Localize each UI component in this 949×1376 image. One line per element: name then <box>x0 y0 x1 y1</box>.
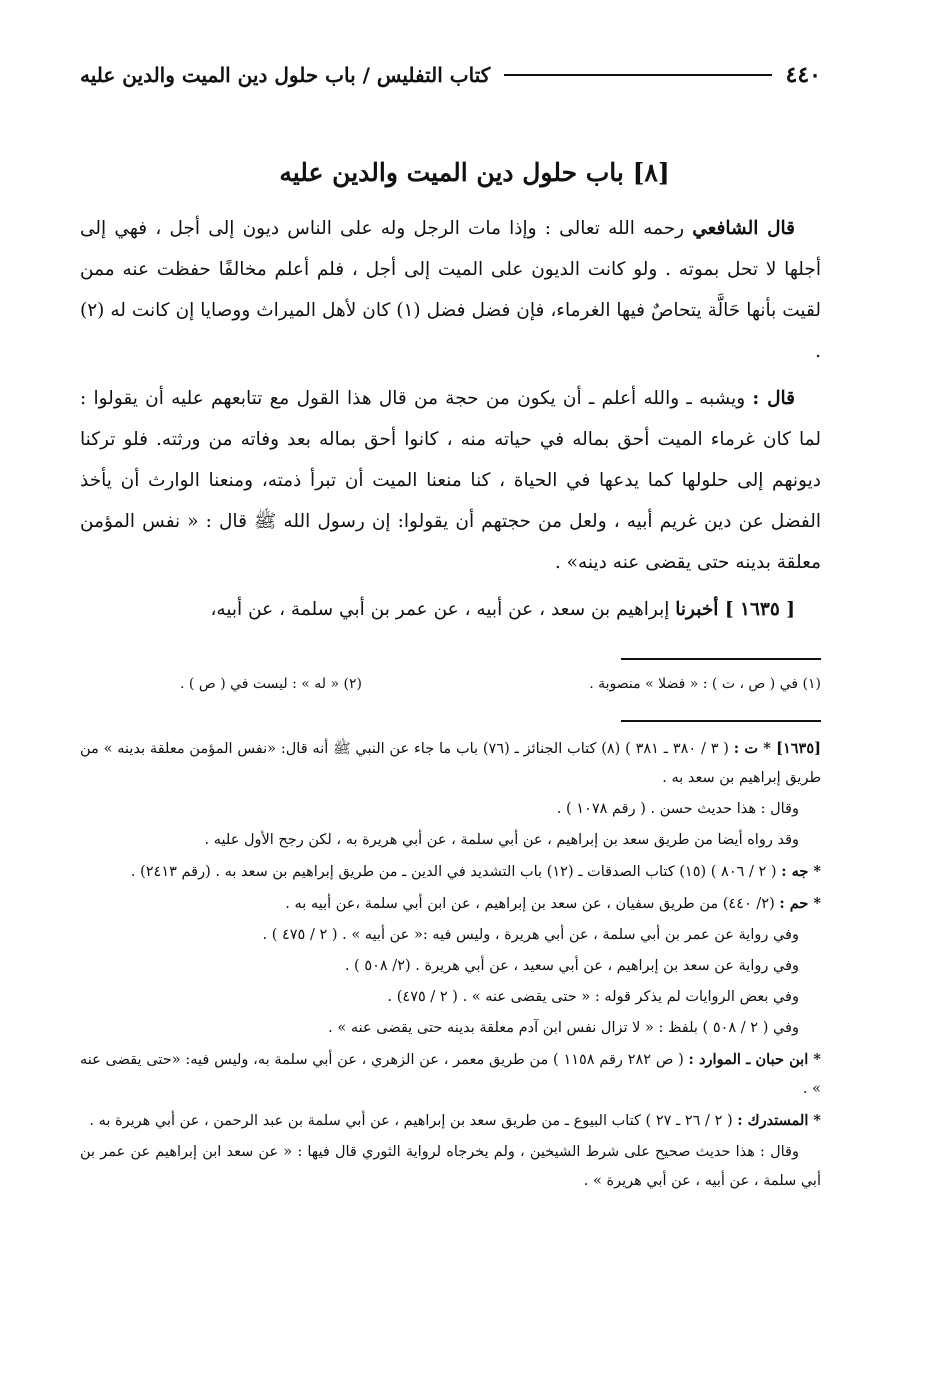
commentary-entry <box>80 889 821 919</box>
page-number: ٤٤٠ <box>785 62 821 88</box>
commentary-entry <box>80 734 821 793</box>
commentary-text: وفي ( ٢ / ٥٠٨ ) بلفظ : « لا تزال نفس ابن آدم معلقة بدينه حتى يقضى عنه » . <box>328 1020 799 1036</box>
footnote-2: (٢) « له » : ليست في ( ص ) . <box>180 676 362 692</box>
commentary-rule <box>621 720 821 722</box>
source-label: * المستدرك : <box>737 1112 821 1129</box>
commentary-entry <box>80 1045 821 1104</box>
source-label: * ابن حبان ـ الموارد : <box>688 1051 822 1068</box>
paragraph-lead: [ ١٦٣٥ ] أخبرنا <box>675 599 795 620</box>
commentary-entry <box>80 1014 821 1043</box>
commentary-text: ( ٢ / ٨٠٦ ) (١٥) كتاب الصدقات ـ (١٢) باب التشديد في الدين ـ من طريق إبراهيم بن سعد به . (رقم ٢٤١٣) . <box>130 864 782 880</box>
commentary-text: وقد رواه أيضا من طريق سعد بن إبراهيم ، عن أبي سلمة ، عن أبي هريرة به ، لكن رجح الأول عليه . <box>204 832 799 848</box>
commentary-entry <box>80 1106 821 1136</box>
source-label: * جه : <box>781 863 821 880</box>
commentary-entry <box>80 1138 821 1196</box>
main-text <box>80 208 821 636</box>
commentary-entry <box>80 921 821 950</box>
commentary-text: ( ص ٢٨٢ رقم ١١٥٨ ) من طريق معمر ، عن الزهري ، عن أبي سلمة به، وليس فيه: «حتى يقضى عنه » . <box>80 1052 821 1097</box>
commentary-entry <box>80 983 821 1012</box>
footnotes <box>180 672 821 696</box>
paragraph-lead: قال : <box>752 388 795 409</box>
paragraph <box>80 589 821 630</box>
source-label: * حم : <box>779 895 821 912</box>
paragraph <box>80 378 821 583</box>
header-rule <box>504 74 771 76</box>
commentary-text: وقال : هذا حديث صحيح على شرط الشيخين ، ولم يخرجاه لرواية الثوري قال فيها : « عن سعد ابن إبراهيم عن عمر بن أبي سلمة ، عن أبيه ، عن أبي هريرة » . <box>80 1144 821 1189</box>
paragraph-lead: قال الشافعي <box>692 218 795 239</box>
paragraph-text: رحمه الله تعالى : وإذا مات الرجل وله على الناس ديون إلى أجل ، فهي إلى أجلها لا تحل بموته . ولو كانت الديون على الميت إلى أجل ، فلم أعلم مخالفًا حفظت عنه ممن لقيت بأنها حَالَّة يتحاصٌ فيها الغرماء، فإن فضل فضل (١) كان لأهل الميراث ووصايا إن كانت له (٢) . <box>80 218 821 362</box>
commentary-text: وقال : هذا حديث حسن . ( رقم ١٠٧٨ ) . <box>556 801 799 817</box>
page-header <box>80 58 821 92</box>
paragraph <box>80 208 821 372</box>
commentary-text: (٢/ ٤٤٠) من طريق سفيان ، عن سعد بن إبراهيم ، عن ابن أبي سلمة ،عن أبيه به . <box>285 896 780 912</box>
takhrij-commentary <box>80 734 821 1198</box>
commentary-text: وفي بعض الروايات لم يذكر قوله : « حتى يقضى عنه » . ( ٢ / ٤٧٥) . <box>387 989 799 1005</box>
commentary-entry <box>80 857 821 887</box>
chapter-title: [٨] باب حلول دين الميت والدين عليه <box>279 158 670 187</box>
commentary-text: وفي رواية عن عمر بن أبي سلمة ، عن أبي هريرة ، وليس فيه :« عن أبيه » . ( ٢ / ٤٧٥ ) . <box>262 927 799 943</box>
footnote-1: (١) في ( ص ، ت ) : « فضلا » منصوبة . <box>589 676 821 692</box>
paragraph-text: ويشبه ـ والله أعلم ـ أن يكون من حجة من قال هذا القول مع تتابعهم عليه أن يقولوا : لما كان غرماء الميت أحق بماله في حياته منه ، كانوا أحق بماله بعد وفاته من ورثته. فلو تركنا ديونهم إلى حلولها كما يدعها في الحياة ، كنا منعنا الميت أن تبرأ ذمته، ومنعنا الوارث أن يأخذ الفضل عن دين غريم أبيه ، ولعل من حجتهم أن يقولوا: إن رسول الله ﷺ قال : « نفس المؤمن معلقة بدينه حتى يقضى عنه دينه» . <box>80 388 821 573</box>
running-title: كتاب التفليس / باب حلول دين الميت والدين عليه <box>80 63 491 87</box>
commentary-entry <box>80 795 821 824</box>
commentary-entry <box>80 952 821 981</box>
footnote-rule <box>621 658 821 660</box>
commentary-text: ( ٣ / ٣٨٠ ـ ٣٨١ ) (٨) كتاب الجنائز ـ (٧٦) باب ما جاء عن النبي ﷺ أنه قال: «نفس المؤمن معلقة بدينه » من طريق إبراهيم بن سعد به . <box>80 741 821 786</box>
paragraph-text: إبراهيم بن سعد ، عن أبيه ، عن عمر بن أبي سلمة ، عن أبيه، <box>210 599 676 620</box>
commentary-text: وفي رواية عن سعد بن إبراهيم ، عن أبي سعيد ، عن أبي هريرة . (٢/ ٥٠٨ ) . <box>344 958 799 974</box>
commentary-text: ( ٢ / ٢٦ ـ ٢٧ ) كتاب البيوع ـ من طريق سعد بن إبراهيم ، عن أبي سلمة بن عبد الرحمن ، عن أبي هريرة به . <box>89 1113 738 1129</box>
commentary-entry <box>80 826 821 855</box>
source-label: [١٦٣٥] * ت : <box>733 740 821 757</box>
